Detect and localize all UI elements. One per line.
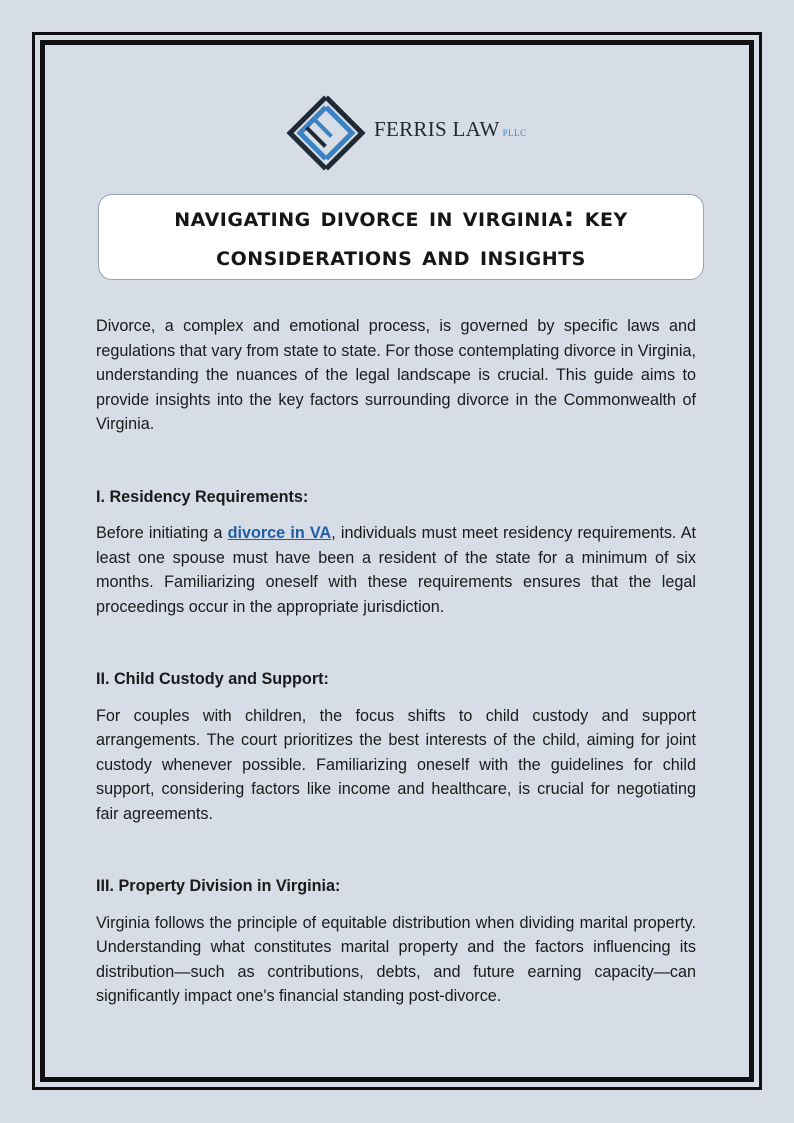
section-residency (96, 485, 696, 620)
page-title: navigating divorce in virginia: key considerations and insights (174, 202, 628, 272)
ferris-law-logo (286, 95, 526, 173)
paragraph-text-before-link: Before initiating a (96, 524, 228, 542)
logo-suffix: PLLC (502, 128, 527, 138)
title-box (98, 194, 704, 280)
section-heading: I. Residency Requirements: (96, 487, 309, 506)
paragraph-text-after-link: , individuals must meet residency requirements. At least one spouse must have been a resident of the state for a minimum of six months. Familiarizing oneself with these requirements ensures that the legal proceedings occur in the appropriate jurisdiction. (96, 524, 696, 616)
section-paragraph: For couples with children, the focus shifts to child custody and support arrangements. The court prioritizes the best interests of the child, aiming for joint custody whenever possible. Familiarizing oneself with the guidelines for child support, considering factors like income and healthcare, is crucial for negotiating fair agreements. (96, 706, 696, 823)
logo-name: FERRIS LAW (374, 117, 500, 141)
intro-paragraph: Divorce, a complex and emotional process, is governed by specific laws and regulations that vary from state to state. For those contemplating divorce in Virginia, understanding the nuances of the legal landscape is crucial. This guide aims to provide insights into the key factors surrounding divorce in the Commonwealth of Virginia. (96, 317, 696, 433)
section-paragraph (96, 521, 696, 619)
article-body (96, 314, 696, 1057)
divorce-in-va-link[interactable]: divorce in VA (227, 524, 332, 542)
section-child-custody (96, 667, 696, 826)
logo-mark-icon (286, 95, 366, 173)
section-paragraph: Virginia follows the principle of equitable distribution when dividing marital property. Understanding what constitutes marital property and the factors influencing its distribution—such as contributions, debts, and future earning capacity—can significantly impact one's financial standing post-divorce. (96, 913, 696, 1005)
logo-wordmark (374, 117, 527, 142)
section-heading: II. Child Custody and Support: (96, 670, 329, 688)
section-heading: III. Property Division in Virginia: (96, 877, 341, 895)
section-property-division (96, 874, 696, 1009)
